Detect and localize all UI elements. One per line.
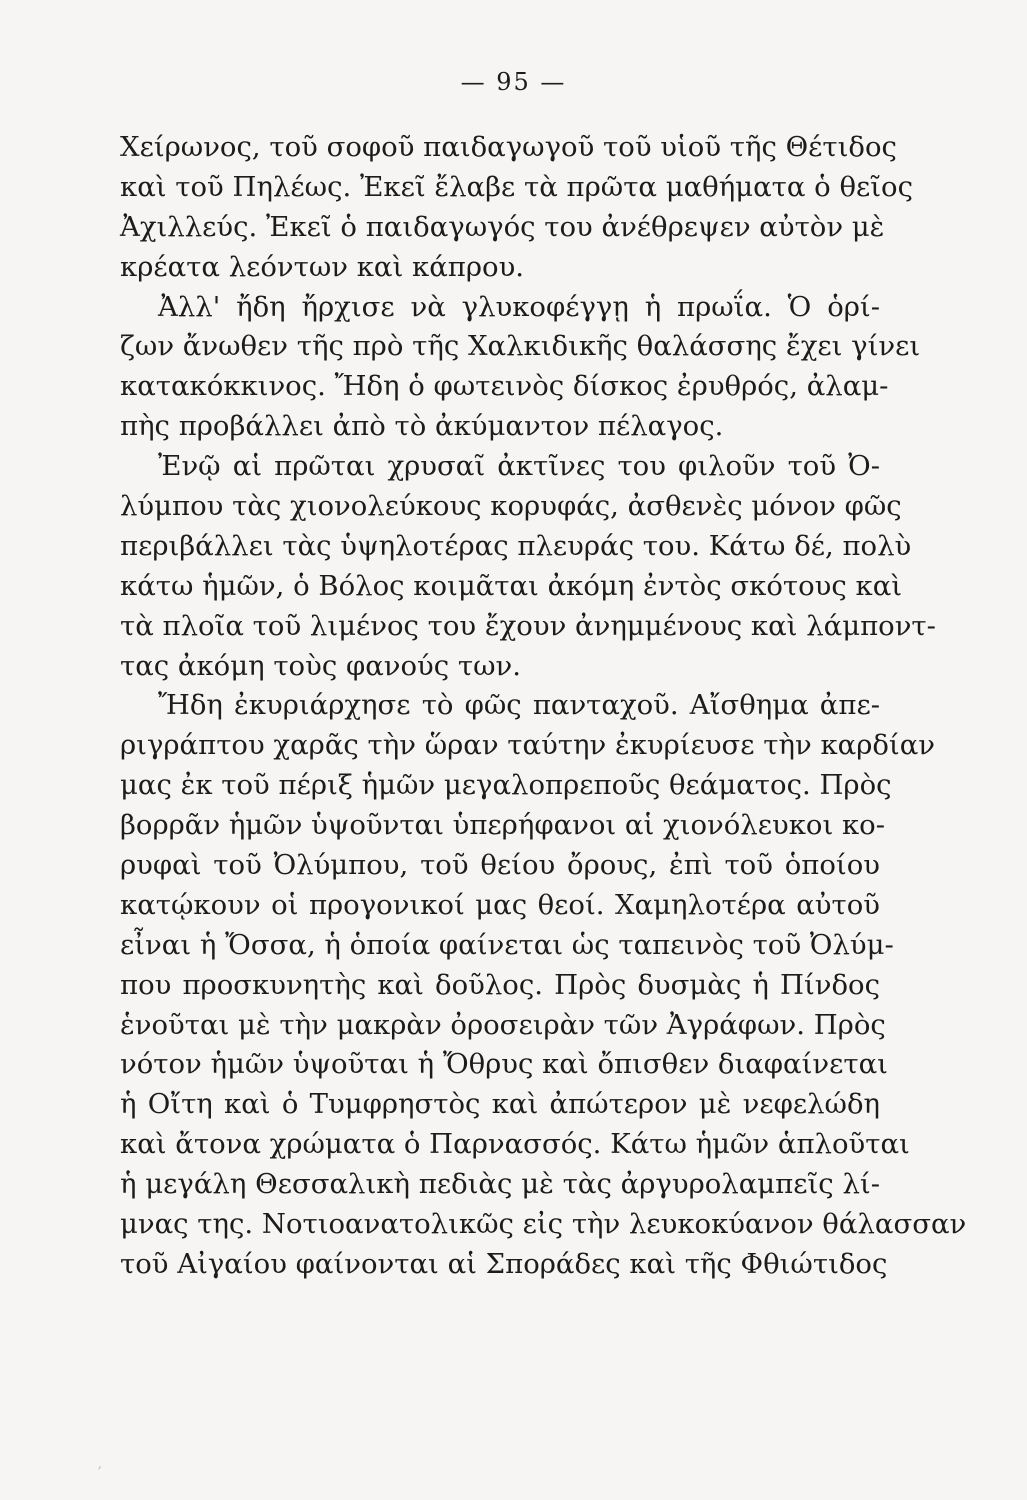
paper-speck: ′ <box>98 1463 102 1482</box>
text-line: καὶ τοῦ Πηλέως. Ἐκεῖ ἔλαβε τὰ πρῶτα μαθήματα ὁ θεῖος <box>120 170 914 203</box>
text-line: πὴς προβάλλει ἀπὸ τὸ ἀκύμαντον πέλαγος. <box>120 410 724 443</box>
text-line: μας ἐκ τοῦ πέριξ ἡμῶν μεγαλοπρεποῦς θεάματος. Πρὸς <box>120 769 892 802</box>
text-line: ἡ Οἴτη καὶ ὁ Τυμφρηστὸς καὶ ἀπώτερον μὲ νεφελώδη <box>120 1088 880 1121</box>
text-line: Χείρωνος, τοῦ σοφοῦ παιδαγωγοῦ τοῦ υἱοῦ τῆς Θέτιδος <box>120 131 897 163</box>
text-line: μνας της. Νοτιοανατολικῶς εἰς τὴν λευκοκύανον θάλασσαν <box>120 1208 967 1241</box>
text-line: Ἀλλ' ἤδη ἤρχισε νὰ γλυκοφέγγῃ ἡ πρωΐα. Ὁ ὁρί- <box>158 290 880 323</box>
text-line: Ἤδη ἐκυριάρχησε τὸ φῶς πανταχοῦ. Αἴσθημα ἀπε- <box>158 689 880 722</box>
text-line: ἑνοῦται μὲ τὴν μακρὰν ὀροσειρὰν τῶν Ἀγράφων. Πρὸς <box>120 1008 886 1041</box>
text-line: καὶ ἄτονα χρώματα ὁ Παρνασσός. Κάτω ἡμῶν ἁπλοῦται <box>120 1128 910 1161</box>
text-line: ρυφαὶ τοῦ Ὀλύμπου, τοῦ θείου ὄρους, ἐπὶ τοῦ ὁποίου <box>120 849 880 882</box>
text-line: περιβάλλει τὰς ὑψηλοτέρας πλευράς του. Κάτω δέ, πολὺ <box>120 529 912 562</box>
text-line: ἡ μεγάλη Θεσσαλικὴ πεδιὰς μὲ τὰς ἀργυρολαμπεῖς λί- <box>120 1168 880 1201</box>
text-line: κάτω ἡμῶν, ὁ Βόλος κοιμᾶται ἀκόμη ἐντὸς σκότους καὶ <box>120 569 903 602</box>
text-line: τὰ πλοῖα τοῦ λιμένος του ἔχουν ἀνημμένους καὶ λάμποντ- <box>120 609 936 642</box>
text-line: λύμπου τὰς χιονολεύκους κορυφάς, ἀσθενὲς μόνον φῶς <box>120 490 902 523</box>
text-line: βορρᾶν ἡμῶν ὑψοῦνται ὑπερήφανοι αἱ χιονόλευκοι κο- <box>120 809 886 842</box>
text-line: εἶναι ἡ Ὄσσα, ἡ ὁποία φαίνεται ὡς ταπεινὸς τοῦ Ὀλύμ- <box>120 928 894 961</box>
text-line: κατακόκκινος. Ἤδη ὁ φωτεινὸς δίσκος ἐρυθρός, ἀλαμ- <box>120 370 889 403</box>
text-line: τοῦ Αἰγαίου φαίνονται αἱ Σποράδες καὶ τῆς Φθιώτιδος <box>120 1247 888 1280</box>
text-line: νότον ἡμῶν ὑψοῦται ἡ Ὄθρυς καὶ ὄπισθεν διαφαίνεται <box>120 1048 888 1081</box>
text-line: που προσκυνητὴς καὶ δοῦλος. Πρὸς δυσμὰς ἡ Πίνδος <box>120 968 880 1001</box>
text-line: κρέατα λεόντων καὶ κάπρου. <box>120 250 525 283</box>
text-line: ριγράπτου χαρᾶς τὴν ὥραν ταύτην ἐκυρίευσε τὴν καρδίαν <box>120 729 935 762</box>
page-number: — 95 — <box>460 68 567 96</box>
text-line: Ἀχιλλεύς. Ἐκεῖ ὁ παιδαγωγός του ἀνέθρεψεν αὐτὸν μὲ <box>120 210 885 243</box>
text-line: Ἐνῷ αἱ πρῶται χρυσαῖ ἀκτῖνες του φιλοῦν τοῦ Ὀ- <box>158 450 880 483</box>
text-line: κατῴκουν οἱ προγονικοί μας θεοί. Χαμηλοτέρα αὐτοῦ <box>120 888 880 921</box>
text-line: τας ἀκόμη τοὺς φανούς των. <box>120 649 522 682</box>
body-text <box>120 128 967 1285</box>
text-line: ζων ἄνωθεν τῆς πρὸ τῆς Χαλκιδικῆς θαλάσσης ἔχει γίνει <box>120 330 921 363</box>
